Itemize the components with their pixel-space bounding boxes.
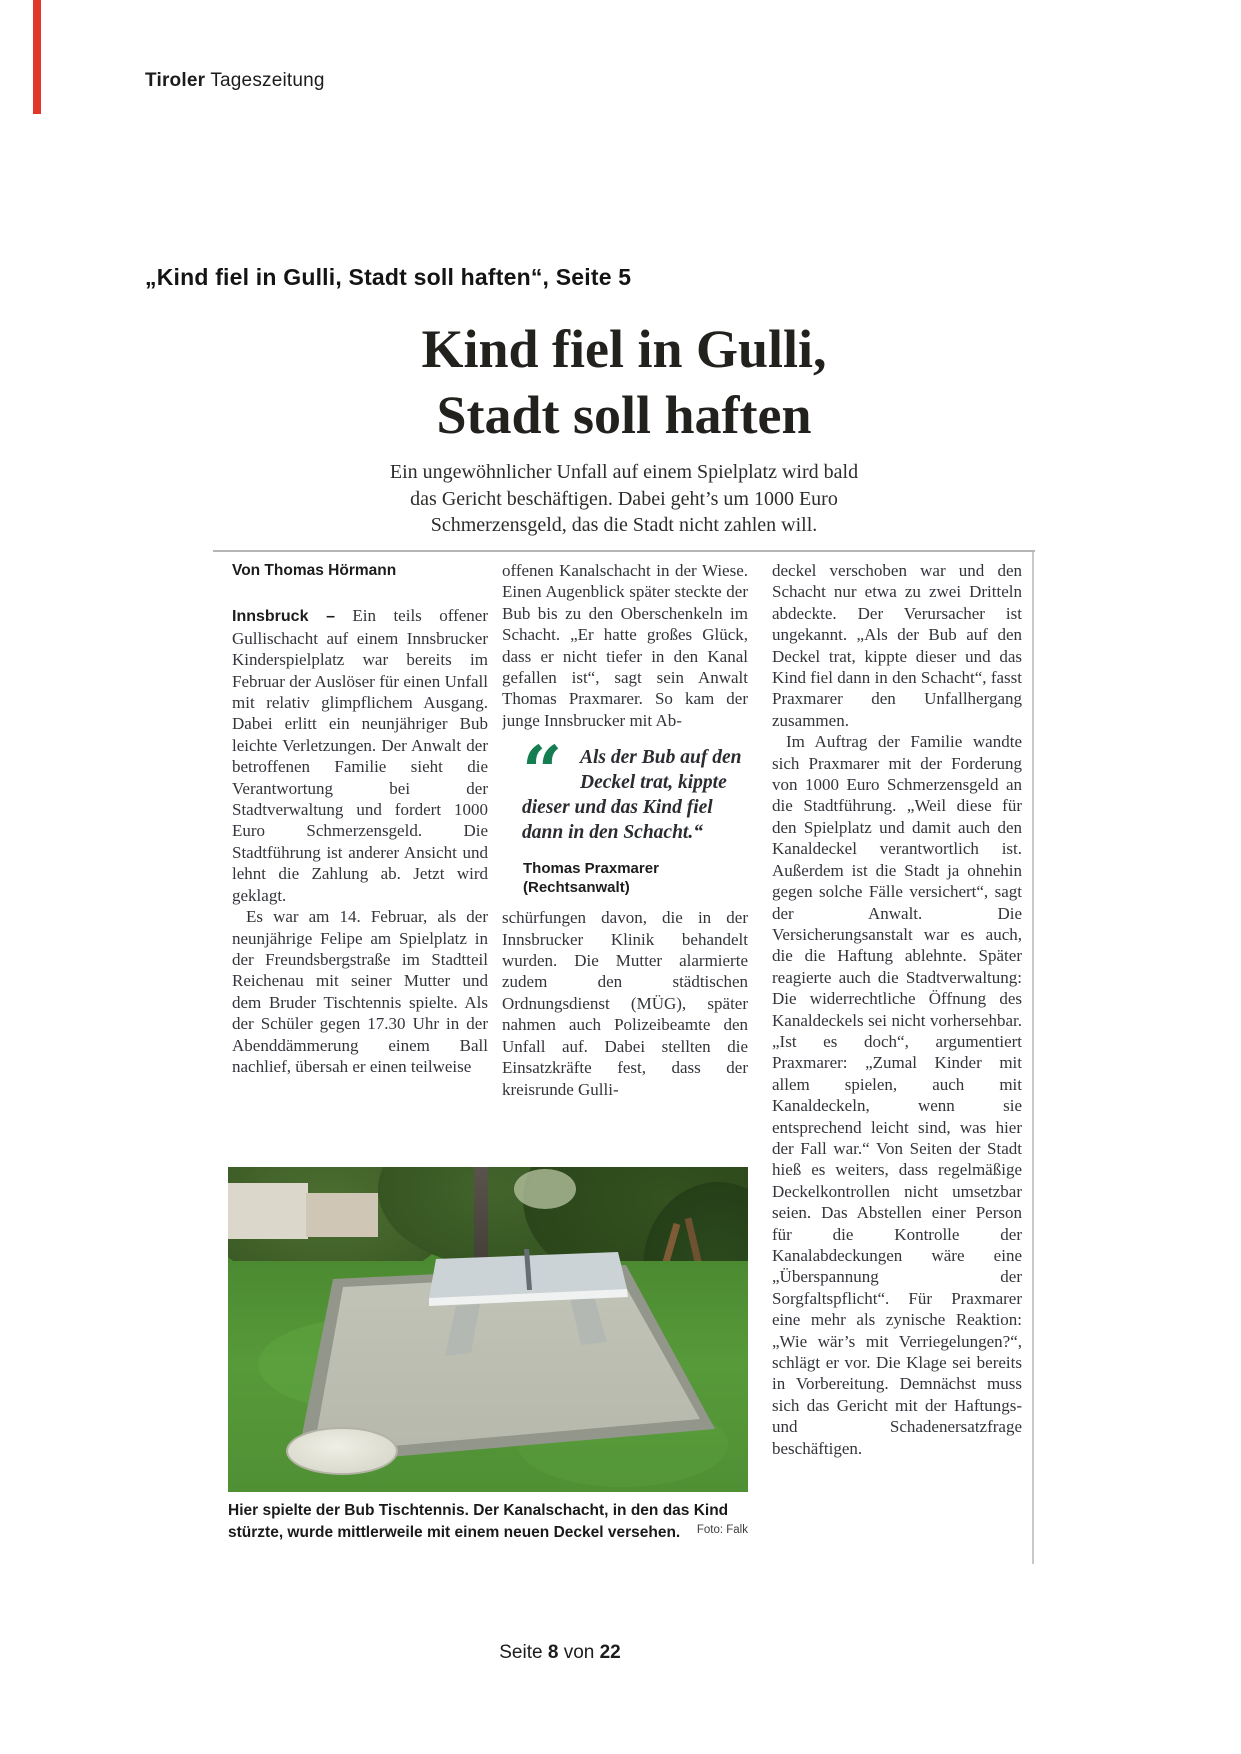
masthead bbox=[145, 70, 325, 92]
footer-page-number: 8 bbox=[547, 1642, 559, 1663]
article-column-3 bbox=[772, 560, 1022, 1564]
article-body bbox=[213, 550, 1035, 1562]
sky-gap bbox=[514, 1169, 576, 1209]
clipping-headline: „Kind fiel in Gulli, Stadt soll haften“, Seite 5 bbox=[145, 264, 632, 290]
paragraph-text: Ein teils offener Gullischacht auf einem Innsbrucker Kinderspielplatz war bereits im Februar der Auslöser für einen Unfall mit relativ glimpflichem Ausgang. Dabei erlitt ein neunjähriger Bub leichte Verletzungen. Der Anwalt der betroffenen Familie sieht die Verantwortung bei der Stadtverwaltung und fordert 1000 Euro Schmerzensgeld. Die Stadtführung ist anderer Ansicht und lehnt die Zahlung ab. Jetzt wird geklagt. bbox=[232, 606, 488, 905]
byline: Von Thomas Hörmann bbox=[232, 562, 397, 579]
paragraph bbox=[232, 605, 488, 906]
article-title-line2: Stadt soll haften bbox=[436, 385, 812, 445]
article-photo bbox=[228, 1167, 748, 1492]
footer-total-pages: 22 bbox=[599, 1642, 621, 1663]
pull-quote-attribution bbox=[523, 859, 748, 897]
article-subtitle bbox=[213, 459, 1035, 539]
building-background bbox=[228, 1183, 308, 1239]
quote-mark-icon: “ bbox=[522, 730, 563, 814]
pull-quote-author: Thomas Praxmarer bbox=[523, 860, 659, 878]
masthead-brand-bold: Tiroler bbox=[145, 70, 206, 91]
building-background bbox=[306, 1193, 378, 1237]
pull-quote-text: Als der Bub auf den Deckel trat, kippte dieser und das Kind fiel dann in den Schacht.“ bbox=[522, 747, 742, 844]
paragraph: deckel verschoben war und den Schacht nur etwa zu zwei Dritteln abdeckte. Der Verursacher ist ungekannt. „Als der Bub auf den Deckel trat, kippte dieser und das Kind fiel dann in den Schacht“, fasst Praxmarer den Unfallhergang zusammen. bbox=[772, 561, 1022, 730]
photo-credit: Foto: Falk bbox=[696, 1524, 748, 1536]
photo-caption bbox=[228, 1500, 748, 1544]
paragraph: offenen Kanalschacht in der Wiese. Einen Augenblick später steckte der Bub bis zu den Oberschenkeln im Schacht. „Er hatte großes Glück, dass er nicht tiefer in den Kanal gefallen ist“, sagt sein Anwalt Thomas Praxmarer. So kam der junge Innsbrucker mit Ab- bbox=[502, 561, 748, 730]
page-footer bbox=[213, 1642, 907, 1664]
manhole-cover bbox=[286, 1427, 398, 1475]
pull-quote bbox=[522, 730, 748, 845]
article-title bbox=[213, 316, 1035, 448]
footer-label-of: von bbox=[563, 1642, 595, 1663]
paragraph: schürfungen davon, die in der Innsbrucker Klinik behandelt wurden. Die Mutter alarmierte zudem den städtischen Ordnungsdienst (MÜG), später nahmen auch Polizeibeamte den Unfall auf. Dabei stellten die Einsatzkräfte fest, dass der kreisrunde Gulli- bbox=[502, 908, 748, 1099]
location-lead: Innsbruck – bbox=[232, 608, 335, 626]
article-column-2 bbox=[502, 560, 748, 1164]
article-column-1 bbox=[232, 560, 488, 1164]
column-rule-right bbox=[1032, 552, 1034, 1564]
masthead-brand-regular: Tageszeitung bbox=[210, 70, 325, 91]
scan-edge-red-bar bbox=[33, 0, 41, 114]
article-subtitle-text: Ein ungewöhnlicher Unfall auf einem Spielplatz wird bald das Gericht beschäftigen. Dabei geht’s um 1000 Euro Schmerzensgeld, das die Stadt nicht zahlen will. bbox=[389, 461, 859, 536]
paragraph: Im Auftrag der Familie wandte sich Praxmarer mit der Forderung von 1000 Euro Schmerzensgeld an die Stadtführung. „Weil diese für den Spielplatz und damit auch den Kanaldeckel verantwortlich ist. Außerdem ist die Stadt ja ohnehin gegen solche Fälle versichert“, sagt der Anwalt. Die Versicherungsanstalt war es auch, die die Haftung ablehnte. Später reagierte auch die Stadtverwaltung: Die widerrechtliche Öffnung des Kanaldeckels sei nicht vorhersehbar. „Ist es doch“, argumentiert Praxmarer: „Zumal Kinder mit allem spielen, auch mit Kanaldeckeln, wenn sie entsprechend leicht sind, was hier der Fall war.“ Von Seiten der Stadt hieß es weiters, dass regelmäßige Deckelkontrollen nicht umsetzbar seien. Das Abstellen einer Person für die Kontrolle der Kanalabdeckungen wäre eine „Überspannung der Sorgfaltspflicht“. Für Praxmarer eine mehr als zynische Reaktion: „Wie wär’s mit Verriegelungen?“, schlägt er vor. Die Klage sei bereits in Vorbereitung. Demnächst muss sich das Gericht mit der Haftungs- und Schadenersatzfrage beschäftigen. bbox=[772, 732, 1022, 1458]
paragraph: Es war am 14. Februar, als der neunjährige Felipe am Spielplatz in der Freundsbergstraße im Stadtteil Reichenau mit seiner Mutter und dem Bruder Tischtennis spielte. Als der Schüler gegen 17.30 Uhr in der Abenddämmerung einem Ball nachlief, übersah er einen teilweise bbox=[232, 907, 488, 1076]
pull-quote-role: (Rechtsanwalt) bbox=[523, 879, 630, 897]
article-title-line1: Kind fiel in Gulli, bbox=[421, 319, 827, 379]
footer-label-page: Seite bbox=[499, 1642, 543, 1663]
photo-caption-text: Hier spielte der Bub Tischtennis. Der Kanalschacht, in den das Kind stürzte, wurde mittlerweile mit einem neuen Deckel versehen. bbox=[228, 1502, 729, 1541]
